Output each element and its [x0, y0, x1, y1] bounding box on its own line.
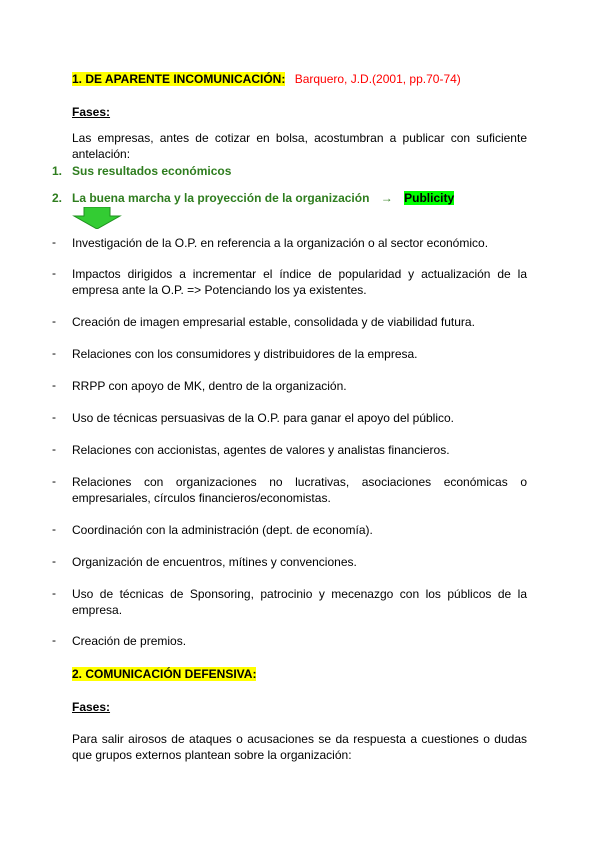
bullet-item: Creación de premios. — [72, 634, 187, 648]
bullet-marker: - — [52, 633, 56, 647]
section1-title: 1. DE APARENTE INCOMUNICACIÓN: — [72, 72, 286, 86]
down-arrow-icon — [72, 207, 122, 229]
bullet-item: Uso de técnicas de Sponsoring, patrocinio y mecenazgo con los públicos de la empresa. — [72, 587, 527, 617]
bullet-marker: - — [52, 442, 56, 456]
bullet-item: Uso de técnicas persuasivas de la O.P. para ganar el apoyo del público. — [72, 411, 455, 425]
bullet-marker: - — [52, 554, 56, 568]
bullet-item: Impactos dirigidos a incrementar el índice de popularidad y actualización de la empresa ante la O.P. => Potenciando los ya existentes. — [72, 267, 527, 297]
bullet-item: Relaciones con los consumidores y distribuidores de la empresa. — [72, 347, 418, 361]
bullet-marker: - — [52, 474, 56, 488]
bullet-item: Relaciones con accionistas, agentes de valores y analistas financieros. — [72, 443, 450, 457]
bullet-marker: - — [52, 378, 56, 392]
bullet-item: Investigación de la O.P. en referencia a la organización o al sector económico. — [72, 236, 489, 250]
right-arrow-glyph: → — [380, 191, 393, 205]
section2-title: 2. COMUNICACIÓN DEFENSIVA: — [72, 667, 257, 681]
section2-phases-label: Fases: — [72, 700, 111, 714]
bullet-marker: - — [52, 522, 56, 536]
bullet-marker: - — [52, 346, 56, 360]
bullet-item: Organización de encuentros, mítines y convenciones. — [72, 555, 357, 569]
numbered-item-2-num: 2. — [52, 191, 63, 205]
publicity-label: Publicity — [404, 191, 455, 205]
bullet-marker: - — [52, 266, 56, 280]
bullet-item: Creación de imagen empresarial estable, consolidada y de viabilidad futura. — [72, 315, 475, 329]
section1-intro: Las empresas, antes de cotizar en bolsa, acostumbran a publicar con suficiente antelación: — [72, 131, 527, 161]
section1-phases-label: Fases: — [72, 105, 111, 119]
bullet-marker: - — [52, 235, 56, 249]
numbered-item-1-num: 1. — [52, 164, 63, 178]
bullet-item: Relaciones con organizaciones no lucrativas, asociaciones económicas o empresariales, círculos financieros/economistas. — [72, 475, 527, 505]
bullet-marker: - — [52, 586, 56, 600]
bullet-marker: - — [52, 410, 56, 424]
bullet-item: Coordinación con la administración (dept. de economía). — [72, 523, 373, 537]
bullet-marker: - — [52, 314, 56, 328]
section1-heading — [72, 72, 461, 86]
section1-reference: Barquero, J.D.(2001, pp.70-74) — [294, 72, 461, 86]
bullet-item: RRPP con apoyo de MK, dentro de la organización. — [72, 379, 347, 393]
numbered-item-1: Sus resultados económicos — [72, 164, 232, 178]
numbered-item-2-line — [72, 191, 454, 205]
section2-intro: Para salir airosos de ataques o acusaciones se da respuesta a cuestiones o dudas que grupos externos plantean sobre la organización: — [72, 732, 527, 762]
numbered-item-2: La buena marcha y la proyección de la organización — [72, 191, 370, 205]
